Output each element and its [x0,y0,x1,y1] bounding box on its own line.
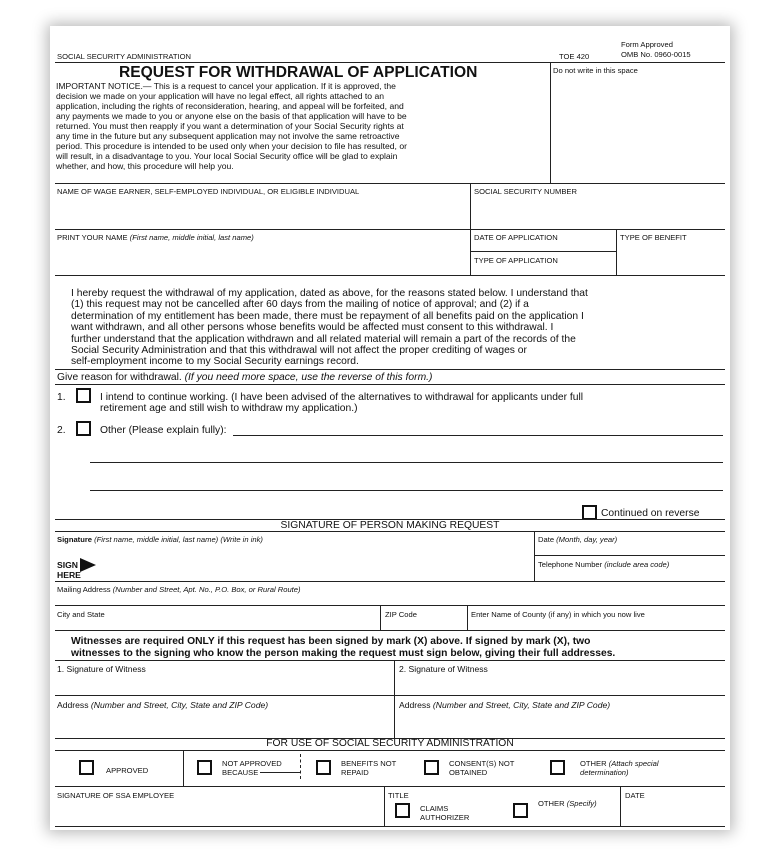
sign-here-line-2: HERE [57,570,81,580]
witness-2-signature-label: 2. Signature of Witness [399,664,488,674]
signature-field[interactable] [102,545,530,579]
notice-line: period. This procedure is intended to be used only when your decision to file has resulted, or [56,141,407,151]
other-title-checkbox[interactable] [513,803,528,818]
other-explanation-line-3[interactable] [90,476,723,490]
witness-2-address-label: Address (Number and Street, City, State and ZIP Code) [399,700,611,710]
telephone-label: Telephone Number (include area code) [538,560,670,569]
other-explanation-line-1[interactable] [233,422,723,435]
option-1-number: 1. [57,392,66,403]
date-field[interactable] [538,545,724,555]
other-checkbox[interactable] [550,760,565,775]
option-1-text-cont: retirement age and still wish to withdraw my application.) [100,403,358,414]
ssa-employee-signature-field[interactable] [56,802,380,824]
reason-prompt: Give reason for withdrawal. (If you need more space, use the reverse of this form.) [57,372,433,383]
wage-earner-label: NAME OF WAGE EARNER, SELF-EMPLOYED INDIVIDUAL, OR ELIGIBLE INDIVIDUAL [57,187,360,196]
notice-line: will result, in a disadvantage to you. Your local Social Security office will be glad to explain [56,151,398,161]
ssa-date-field[interactable] [624,802,724,824]
not-approved-label: NOT APPROVED [222,759,282,768]
notice-line: returned. You must then reapply if you want a determination of your Social Security rights at [56,121,404,131]
county-label: Enter Name of County (if any) in which you now live [471,610,645,619]
option-2-number: 2. [57,425,66,436]
statement-line: (1) this request may not be cancelled after 60 days from the mailing of notice of approval; and (2) if a [71,299,529,311]
ssa-use-section-title: FOR USE OF SOCIAL SECURITY ADMINISTRATION [266,738,514,749]
zip-label: ZIP Code [385,610,417,619]
date-of-application-label: DATE OF APPLICATION [474,233,558,242]
approved-checkbox[interactable] [79,760,94,775]
option-2-checkbox[interactable] [76,421,91,436]
county-field[interactable] [471,619,724,629]
not-approved-checkbox[interactable] [197,760,212,775]
type-of-application-label: TYPE OF APPLICATION [474,256,558,265]
mailing-address-field[interactable] [56,595,724,604]
sign-here-arrow-icon [80,558,96,572]
title-label: TITLE [388,791,409,800]
date-label-ssa: DATE [625,791,645,800]
witness-notice-line-1: Witnesses are required ONLY if this request has been signed by mark (X) above. If signed by mark (X), two [71,636,591,647]
repaid-label: REPAID [341,768,369,777]
form-title: REQUEST FOR WITHDRAWAL OF APPLICATION [119,64,478,81]
obtained-label: OBTAINED [449,768,488,777]
statement-line: Social Security Administration and that this withdrawal will not affect the proper crediting of wages or [71,345,527,357]
mailing-address-label: Mailing Address (Number and Street, Apt. No., P.O. Box, or Rural Route) [57,585,301,594]
claims-label: CLAIMS [420,804,449,813]
approved-label: APPROVED [106,766,149,775]
witness-1-address-field[interactable] [56,711,390,737]
option-1-text: I intend to continue working. (I have been advised of the alternatives to withdrawal for applicants under full [100,392,584,403]
form-page [50,26,730,830]
witness-notice-line-2: witnesses to the signing who know the person making the request must sign below, giving their full addresses. [71,648,616,659]
ssa-employee-signature-label: SIGNATURE OF SSA EMPLOYEE [57,791,175,800]
city-state-field[interactable] [56,619,376,629]
other-explanation-line-2[interactable] [90,448,723,462]
type-of-benefit-label: TYPE OF BENEFIT [620,233,687,242]
notice-line: any time in the future but any subsequent application may not involve the same retroactive [56,131,400,141]
notice-line: any payments we made to you or anyone else on the basis of that application will have to be [56,111,407,121]
benefits-not-repaid-label: BENEFITS NOT [341,759,397,768]
witness-1-signature-field[interactable] [56,675,390,694]
statement-line: want withdrawn, and all other persons whose benefits would be affected must consent to this withdrawal. I [71,322,554,334]
other-label: OTHER (Attach special [580,759,659,768]
print-name-field[interactable] [56,244,466,274]
agency-name: SOCIAL SECURITY ADMINISTRATION [57,52,192,61]
form-approved: Form Approved [621,40,673,49]
other-specify-label: OTHER (Specify) [538,799,597,808]
form-number: TOE 420 [559,52,590,61]
ssn-field[interactable] [474,198,724,228]
city-state-label: City and State [57,610,105,619]
because-label: BECAUSE [222,768,259,777]
signature-section-title: SIGNATURE OF PERSON MAKING REQUEST [280,520,500,531]
claims-authorizer-checkbox[interactable] [395,803,410,818]
benefits-not-repaid-checkbox[interactable] [316,760,331,775]
witness-1-address-label: Address (Number and Street, City, State and ZIP Code) [57,700,269,710]
important-notice [56,81,546,171]
continued-on-reverse-checkbox[interactable] [582,505,597,520]
notice-line: application, including the rights of reconsideration, hearing, and appeal will be forfeited, and [56,101,404,111]
print-name-label: PRINT YOUR NAME (First name, middle initial, last name) [57,233,254,242]
option-1-checkbox[interactable] [76,388,91,403]
statement-line: I hereby request the withdrawal of my application, dated as above, for the reasons stated below. I understand that [71,288,588,299]
zip-field[interactable] [384,619,464,629]
withdrawal-statement [71,288,717,368]
consents-not-obtained-label: CONSENT(S) NOT [449,759,515,768]
notice-line: IMPORTANT NOTICE.— This is a request to cancel your application. If it is approved, the [56,81,396,91]
consents-not-obtained-checkbox[interactable] [424,760,439,775]
statement-line: self-employment income to my Social Security earnings record. [71,356,359,368]
notice-line: decision we made on your application will have no legal effect, all rights attached to an [56,91,385,101]
continued-on-reverse-label: Continued on reverse [601,508,700,519]
sign-here-line-1: SIGN [57,560,79,570]
option-2-label: Other (Please explain fully): [100,425,227,436]
statement-line: further understand that the application withdrawn and all related material will remain a part of the records of the [71,333,576,345]
ssn-label: SOCIAL SECURITY NUMBER [474,187,577,196]
notice-line: whether, and how, this procedure will help you. [56,161,234,171]
do-not-write-label: Do not write in this space [553,66,638,75]
wage-earner-name-field[interactable] [56,198,466,228]
signature-label: Signature (First name, middle initial, last name) (Write in ink) [57,535,263,544]
special-determination-label: determination) [580,768,629,777]
authorizer-label: AUTHORIZER [420,813,470,822]
witness-2-signature-field[interactable] [398,675,724,694]
date-label: Date (Month, day, year) [538,535,618,544]
statement-line: determination of my entitlement has been made, there must be repayment of all benefits paid on the application I [71,310,584,322]
telephone-field[interactable] [538,570,724,580]
omb-number: OMB No. 0960-0015 [621,50,691,59]
witness-2-address-field[interactable] [398,711,724,737]
witness-1-signature-label: 1. Signature of Witness [57,664,146,674]
